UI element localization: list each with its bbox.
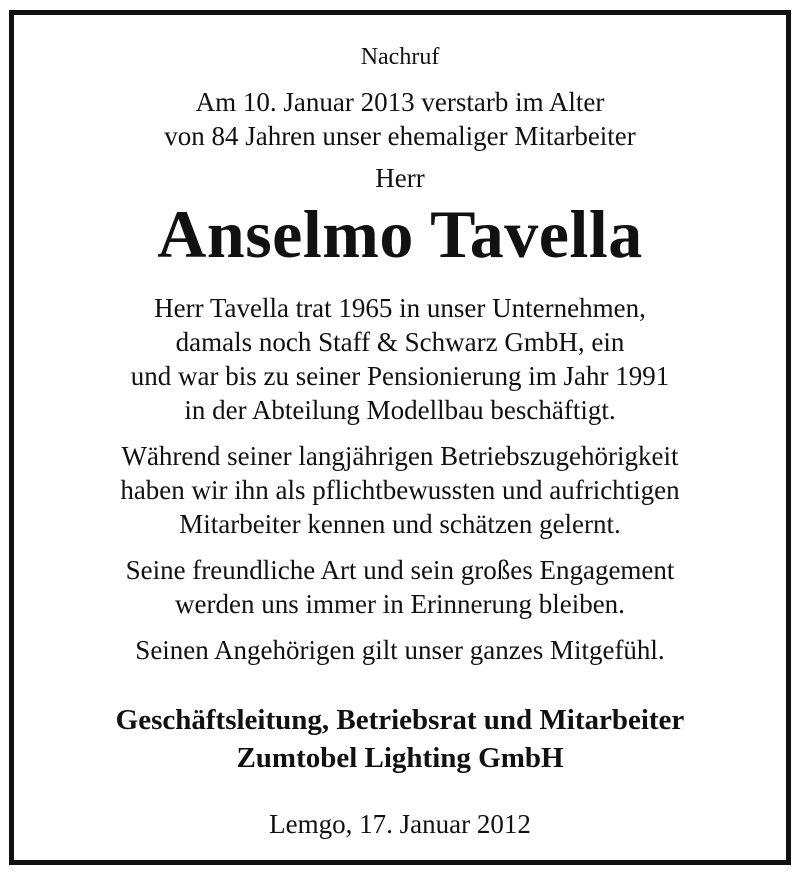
paragraph-line: haben wir ihn als pflichtbewussten und aufrichtigen — [120, 475, 680, 505]
paragraph-line: werden uns immer in Erinnerung bleiben. — [175, 589, 625, 619]
salutation: Herr — [375, 163, 425, 193]
paragraph-condolence — [14, 633, 786, 667]
paragraph-line: Mitarbeiter kennen und schätzen gelernt. — [179, 509, 621, 539]
paragraph-line: damals noch Staff & Schwarz GmbH, ein — [175, 327, 625, 357]
paragraph-line: und war bis zu seiner Pensionierung im Jahr 1991 — [130, 361, 670, 391]
obituary-heading: Nachruf — [360, 44, 440, 70]
obituary-frame — [9, 10, 791, 865]
signature-block — [14, 701, 786, 777]
paragraph-line: Während seiner langjährigen Betriebszugehörigkeit — [121, 441, 679, 471]
intro-text — [14, 85, 786, 153]
obituary-content — [14, 15, 786, 841]
paragraph-line: Seine freundliche Art und sein großes Engagement — [125, 555, 675, 585]
paragraph-remembrance — [14, 553, 786, 621]
paragraph-line: in der Abteilung Modellbau beschäftigt. — [184, 395, 616, 425]
deceased-name: Anselmo Tavella — [157, 196, 643, 272]
paragraph-line: Seinen Angehörigen gilt unser ganzes Mitgefühl. — [135, 635, 665, 665]
paragraph-career — [14, 291, 786, 427]
intro-line: von 84 Jahren unser ehemaliger Mitarbeiter — [164, 121, 636, 151]
signature-line: Geschäftsleitung, Betriebsrat und Mitarbeiter — [115, 704, 685, 736]
paragraph-line: Herr Tavella trat 1965 in unser Unternehmen, — [154, 293, 646, 323]
intro-line: Am 10. Januar 2013 verstarb im Alter — [195, 87, 605, 117]
signature-company: Zumtobel Lighting GmbH — [236, 742, 564, 774]
paragraph-appreciation — [14, 439, 786, 541]
place-date: Lemgo, 17. Januar 2012 — [269, 809, 531, 839]
